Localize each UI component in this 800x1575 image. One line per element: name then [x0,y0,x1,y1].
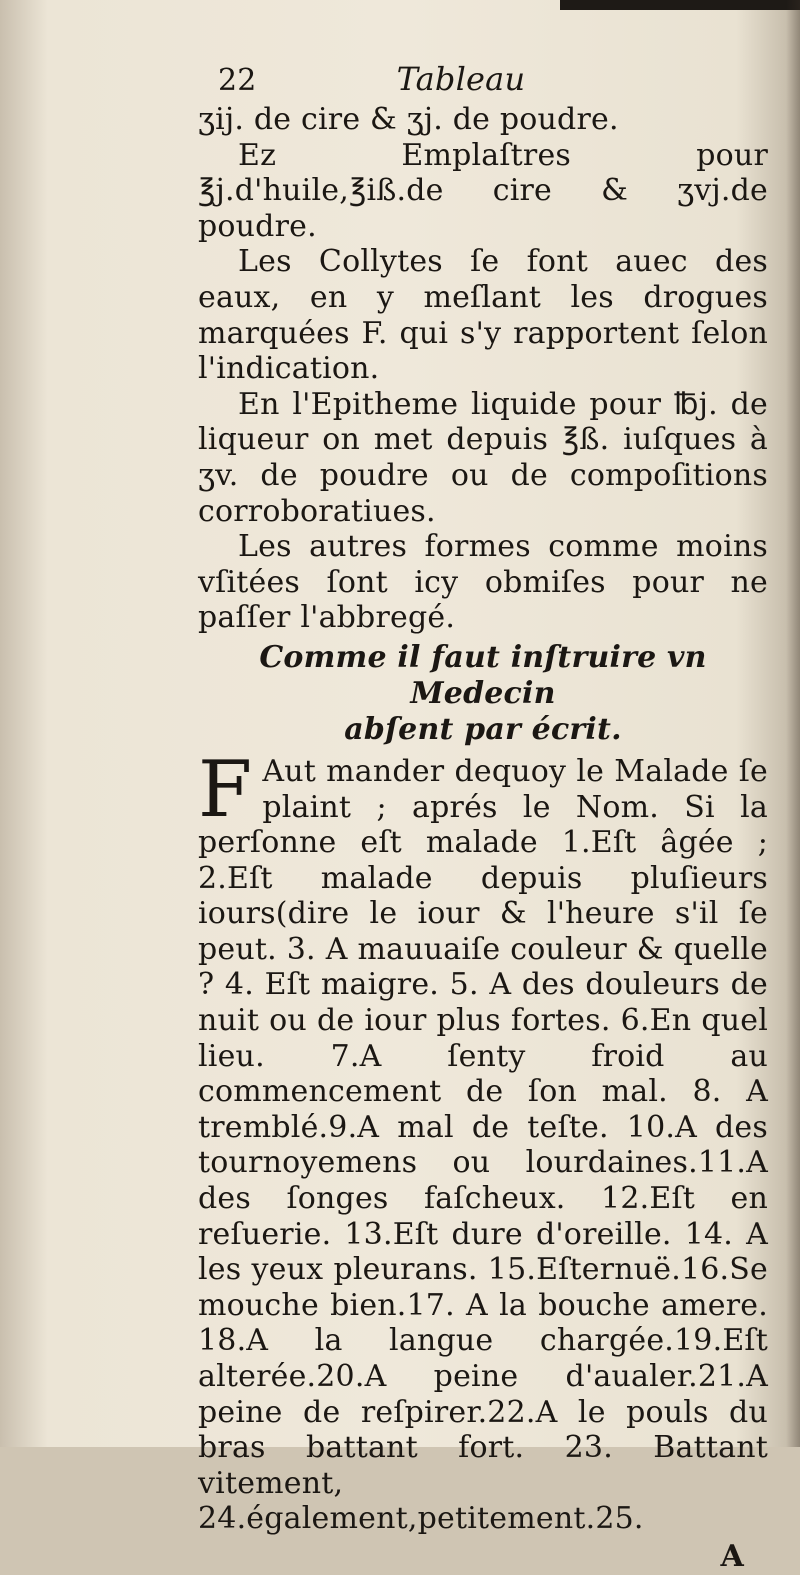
running-head: Tableau [396,60,526,98]
page-number: 22 [218,63,257,98]
section-body-text: Aut mander dequoy le Malade ſe plaint ; aprés le Nom. Si la perſonne eſt malade 1.Eſt âgée ; 2.Eſt malade depuis pluſieurs iours(dire le iour & l'heure s'il ſe peut. 3. A mauuaiſe couleur & quelle ? 4. Eſt maigre. 5. A des douleurs de nuit ou de iour plus fortes. 6.En quel lieu. 7.A ſenty froid au commencement de ſon mal. 8. A tremblé.9.A mal de teſte. 10.A des tournoyemens ou lourdaines.11.A des ſonges faſcheux. 12.Eſt en reſuerie. 13.Eſt dure d'oreille. 14. A les yeux pleurans. 15.Eſternuë.16.Se mouche bien.17. A la bouche amere. 18.A la langue chargée.19.Eſt alterée.20.A peine d'aualer.21.A peine de reſpirer.22.A le pouls du bras battant fort. 23. Battant vitement, 24.également,petitement.25. [198,753,768,1537]
paragraph-5: Les autres formes comme moins vſitées ſont icy obmiſes pour ne paſſer l'abbregé. [198,529,768,636]
paragraph-3: Les Collytes ſe font auec des eaux, en y meſlant les drogues marquées F. qui s'y rapportent ſelon l'indication. [198,244,768,387]
text-block [198,62,768,1575]
paragraph-1: ʒij. de cire & ʒj. de poudre. [198,102,619,137]
section-heading [198,640,768,748]
drop-cap: F [198,744,253,835]
section-heading-line-2: abſent par écrit. [344,711,622,747]
page-edge-shadow [560,0,800,10]
catchword: A [720,1538,744,1574]
paragraph-4: En l'Epitheme liquide pour ℔j. de liqueur on met depuis ℥ß. iuſques à ʒv. de poudre ou de compoſitions corroboratiues. [198,386,768,529]
paragraph-2: Ez Emplaſtres pour ℥j.d'huile,℥iß.de cire & ʒvj.de poudre. [198,137,768,244]
section-body [198,744,768,1537]
page-gutter-shadow [786,0,800,1447]
section-heading-line-1: Comme il faut inſtruire vn Medecin [259,639,707,711]
page-header [198,62,768,102]
